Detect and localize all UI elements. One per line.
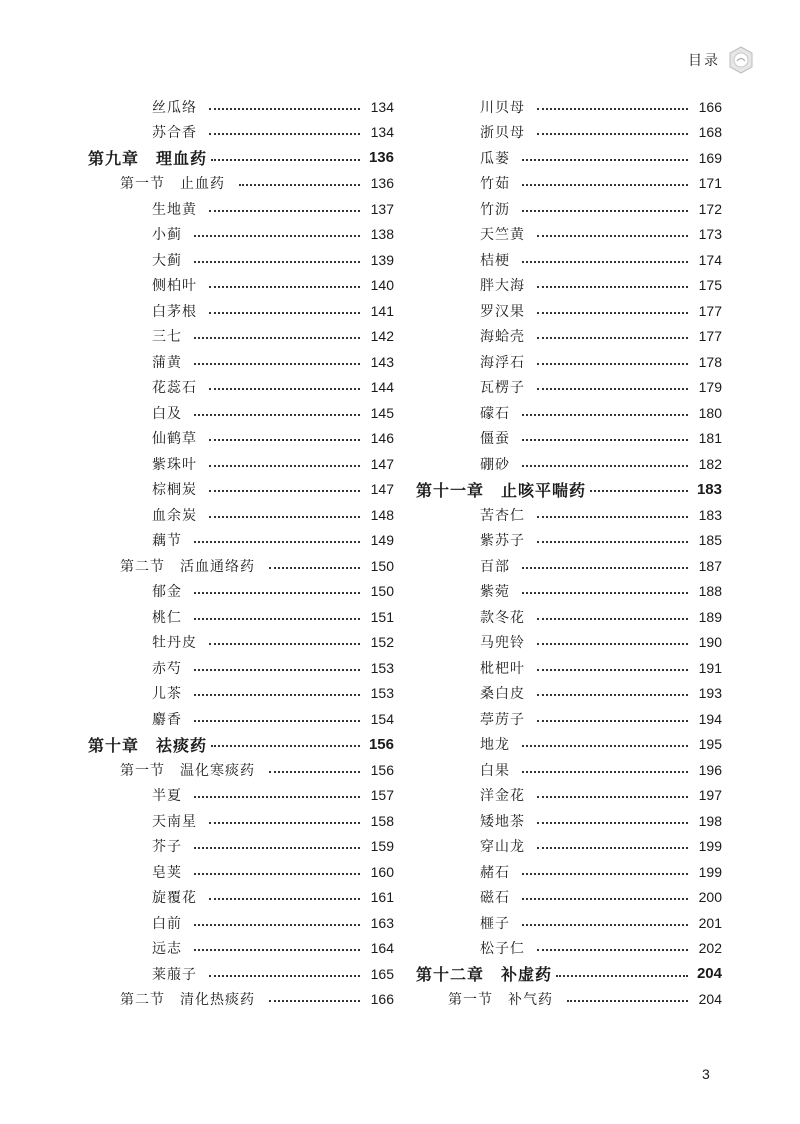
toc-chapter-entry[interactable] [88,145,394,171]
dot-leader [194,592,360,594]
toc-item-entry[interactable] [88,783,394,809]
toc-entry-title: 洋金花 [480,788,525,805]
toc-entry-page: 142 [370,328,394,345]
toc-entry-title: 紫苏子 [480,533,525,550]
toc-item-entry[interactable] [88,324,394,350]
toc-entry-page: 172 [698,200,722,217]
toc-entry-title: 棕榈炭 [152,482,197,499]
toc-entry-title: 旋覆花 [152,890,197,907]
dot-leader [522,592,688,594]
toc-entry-page: 201 [698,914,722,931]
dot-leader [537,541,688,543]
dot-leader [269,567,360,569]
dot-leader [194,261,360,263]
toc-item-entry[interactable] [416,426,722,452]
toc-entry-title: 枇杷叶 [480,660,525,677]
toc-entry-page: 150 [370,557,394,574]
dot-leader [209,439,360,441]
toc-item-entry[interactable] [88,859,394,885]
toc-item-entry[interactable] [416,400,722,426]
toc-item-entry[interactable] [416,885,722,911]
dot-leader [209,133,360,135]
toc-entry-page: 179 [698,379,722,396]
dot-leader [194,669,360,671]
toc-entry-title: 白及 [152,405,182,422]
toc-entry-title: 小蓟 [152,227,182,244]
toc-entry-title: 大蓟 [152,252,182,269]
toc-item-entry[interactable] [416,451,722,477]
toc-item-entry[interactable] [416,324,722,350]
dot-leader [537,618,688,620]
dot-leader [269,1000,360,1002]
dot-leader [537,337,688,339]
dot-leader [209,465,360,467]
toc-entry-title: 白前 [152,915,182,932]
toc-entry-page: 147 [370,455,394,472]
toc-entry-title: 生地黄 [152,201,197,218]
toc-entry-page: 158 [370,812,394,829]
toc-entry-title: 榧子 [480,915,510,932]
dot-leader [537,235,688,237]
dot-leader [537,133,688,135]
toc-entry-title: 第一节 止血药 [120,176,225,193]
toc-item-entry[interactable] [416,171,722,197]
dot-leader [209,312,360,314]
toc-entry-title: 三七 [152,329,182,346]
toc-entry-page: 139 [370,251,394,268]
toc-entry-page: 134 [370,98,394,115]
toc-item-entry[interactable] [88,502,394,528]
toc-entry-page: 149 [370,532,394,549]
dot-leader [239,184,360,186]
toc-item-entry[interactable] [416,349,722,375]
toc-entry-title: 百部 [480,558,510,575]
toc-entry-page: 197 [698,787,722,804]
toc-entry-page: 189 [698,608,722,625]
toc-entry-title: 赤芍 [152,660,182,677]
toc-item-entry[interactable] [88,706,394,732]
dot-leader [522,159,688,161]
toc-entry-title: 远志 [152,941,182,958]
toc-entry-page: 195 [698,736,722,753]
toc-entry-page: 165 [370,965,394,982]
toc-entry-page: 159 [370,838,394,855]
toc-item-entry[interactable] [416,706,722,732]
dot-leader [522,439,688,441]
toc-entry-title: 侧柏叶 [152,278,197,295]
toc-section-entry[interactable] [88,987,394,1013]
toc-entry-title: 浙贝母 [480,125,525,142]
toc-item-entry[interactable] [416,655,722,681]
dot-leader [194,414,360,416]
toc-entry-page: 199 [698,838,722,855]
dot-leader [522,567,688,569]
toc-entry-title: 竹茹 [480,176,510,193]
toc-item-entry[interactable] [88,222,394,248]
toc-item-entry[interactable] [416,375,722,401]
toc-item-entry[interactable] [88,936,394,962]
dot-leader [522,898,688,900]
dot-leader [522,924,688,926]
toc-entry-title: 僵蚕 [480,431,510,448]
dot-leader [209,975,360,977]
toc-item-entry[interactable] [416,859,722,885]
toc-entry-title: 瓜蒌 [480,150,510,167]
toc-entry-page: 196 [698,761,722,778]
toc-item-entry[interactable] [88,120,394,146]
toc-item-entry[interactable] [88,885,394,911]
dot-leader [209,108,360,110]
toc-entry-page: 183 [698,506,722,523]
toc-entry-page: 140 [370,277,394,294]
dot-leader [537,694,688,696]
dot-leader [522,210,688,212]
toc-entry-title: 天竺黄 [480,227,525,244]
toc-entry-title: 天南星 [152,813,197,830]
toc-item-entry[interactable] [416,528,722,554]
toc-entry-page: 177 [698,328,722,345]
toc-entry-page: 177 [698,302,722,319]
toc-entry-title: 桔梗 [480,252,510,269]
dot-leader [522,873,688,875]
toc-entry-title: 竹沥 [480,201,510,218]
toc-entry-title: 第一节 温化寒痰药 [120,762,255,779]
toc-item-entry[interactable] [88,451,394,477]
toc-entry-page: 188 [698,583,722,600]
toc-item-entry[interactable] [88,528,394,554]
toc-entry-page: 153 [370,685,394,702]
toc-entry-page: 191 [698,659,722,676]
dot-leader [522,771,688,773]
toc-entry-title: 白茅根 [152,303,197,320]
toc-right-column [416,94,722,1012]
toc-chapter-entry[interactable] [416,961,722,987]
toc-item-entry[interactable] [416,681,722,707]
dot-leader [537,669,688,671]
toc-entry-title: 苏合香 [152,125,197,142]
toc-entry-title: 款冬花 [480,609,525,626]
dot-leader [209,516,360,518]
toc-item-entry[interactable] [416,145,722,171]
toc-entry-title: 麝香 [152,711,182,728]
toc-item-entry[interactable] [416,910,722,936]
toc-item-entry[interactable] [416,834,722,860]
toc-item-entry[interactable] [88,579,394,605]
dot-leader [537,363,688,365]
dot-leader [537,643,688,645]
toc-entry-page: 204 [698,991,722,1008]
toc-entry-title: 第十一章 止咳平喘药 [416,480,587,500]
toc-entry-page: 151 [370,608,394,625]
toc-section-entry[interactable] [88,553,394,579]
toc-entry-page: 136 [368,149,394,167]
toc-item-entry[interactable] [416,936,722,962]
toc-section-entry[interactable] [88,171,394,197]
toc-entry-title: 松子仁 [480,941,525,958]
toc-entry-title: 罗汉果 [480,303,525,320]
toc-entry-title: 第十二章 补虚药 [416,965,553,985]
dot-leader [194,924,360,926]
toc-entry-page: 202 [698,940,722,957]
toc-entry-title: 葶苈子 [480,711,525,728]
toc-chapter-entry[interactable] [416,477,722,503]
dot-leader [522,184,688,186]
toc-entry-page: 134 [370,124,394,141]
toc-entry-page: 178 [698,353,722,370]
dot-leader [209,822,360,824]
toc-item-entry[interactable] [416,120,722,146]
toc-entry-title: 皂荚 [152,864,182,881]
toc-item-entry[interactable] [416,196,722,222]
dot-leader [194,720,360,722]
dot-leader [194,796,360,798]
toc-entry-title: 海浮石 [480,354,525,371]
toc-entry-title: 桃仁 [152,609,182,626]
dot-leader [522,414,688,416]
toc-item-entry[interactable] [416,579,722,605]
toc-entry-page: 183 [696,480,722,498]
toc-entry-title: 芥子 [152,839,182,856]
toc-item-entry[interactable] [88,630,394,656]
toc-entry-page: 174 [698,251,722,268]
toc-entry-title: 矮地茶 [480,813,525,830]
toc-item-entry[interactable] [416,604,722,630]
book-emblem-icon [728,46,754,74]
toc-entry-page: 145 [370,404,394,421]
toc-entry-title: 磁石 [480,890,510,907]
dot-leader [211,159,360,161]
toc-section-entry[interactable] [416,987,722,1013]
toc-entry-title: 第二节 清化热痰药 [120,992,255,1009]
toc-entry-title: 川贝母 [480,99,525,116]
toc-entry-page: 169 [698,149,722,166]
toc-entry-page: 187 [698,557,722,574]
toc-item-entry[interactable] [416,502,722,528]
toc-entry-title: 花蕊石 [152,380,197,397]
toc-entry-page: 161 [370,889,394,906]
dot-leader [209,898,360,900]
toc-entry-title: 儿茶 [152,686,182,703]
toc-entry-title: 郁金 [152,584,182,601]
toc-entry-title: 第十章 祛痰药 [88,735,208,755]
toc-entry-title: 桑白皮 [480,686,525,703]
dot-leader [537,286,688,288]
toc-item-entry[interactable] [416,273,722,299]
dot-leader [209,490,360,492]
toc-item-entry[interactable] [416,298,722,324]
toc-entry-title: 莱菔子 [152,966,197,983]
toc-entry-page: 152 [370,634,394,651]
toc-entry-page: 164 [370,940,394,957]
toc-entry-page: 193 [698,685,722,702]
dot-leader [194,363,360,365]
dot-leader [590,490,688,492]
page-number: 3 [702,1066,710,1082]
dot-leader [522,465,688,467]
toc-entry-page: 180 [698,404,722,421]
toc-entry-title: 第九章 理血药 [88,149,208,169]
toc-entry-title: 紫珠叶 [152,456,197,473]
toc-item-entry[interactable] [416,783,722,809]
toc-entry-page: 136 [370,175,394,192]
toc-entry-page: 156 [370,761,394,778]
toc-entry-title: 马兜铃 [480,635,525,652]
toc-entry-page: 194 [698,710,722,727]
toc-item-entry[interactable] [88,961,394,987]
dot-leader [522,745,688,747]
toc-entry-page: 153 [370,659,394,676]
dot-leader [537,388,688,390]
dot-leader [194,694,360,696]
toc-item-entry[interactable] [88,298,394,324]
toc-item-entry[interactable] [88,375,394,401]
toc-item-entry[interactable] [88,834,394,860]
toc-entry-title: 藕节 [152,533,182,550]
dot-leader [194,949,360,951]
dot-leader [269,771,360,773]
toc-entry-page: 160 [370,863,394,880]
toc-entry-title: 牡丹皮 [152,635,197,652]
toc-item-entry[interactable] [416,553,722,579]
toc-item-entry[interactable] [416,757,722,783]
toc-entry-page: 198 [698,812,722,829]
dot-leader [537,108,688,110]
toc-item-entry[interactable] [416,222,722,248]
toc-item-entry[interactable] [88,247,394,273]
toc-entry-title: 苦杏仁 [480,507,525,524]
toc-entry-page: 147 [370,481,394,498]
toc-entry-title: 蒲黄 [152,354,182,371]
dot-leader [537,312,688,314]
dot-leader [209,643,360,645]
dot-leader [194,337,360,339]
dot-leader [537,949,688,951]
dot-leader [194,235,360,237]
toc-entry-page: 141 [370,302,394,319]
toc-entry-page: 182 [698,455,722,472]
toc-item-entry[interactable] [416,94,722,120]
toc-entry-title: 半夏 [152,788,182,805]
dot-leader [567,1000,688,1002]
toc-entry-title: 第一节 补气药 [448,992,553,1009]
toc-entry-page: 156 [368,735,394,753]
dot-leader [194,618,360,620]
toc-item-entry[interactable] [88,655,394,681]
toc-entry-page: 168 [698,124,722,141]
dot-leader [537,516,688,518]
toc-item-entry[interactable] [88,400,394,426]
toc-entry-page: 143 [370,353,394,370]
toc-entry-page: 200 [698,889,722,906]
toc-entry-page: 204 [696,965,722,983]
toc-entry-title: 地龙 [480,737,510,754]
toc-entry-title: 胖大海 [480,278,525,295]
toc-entry-page: 166 [698,98,722,115]
toc-item-entry[interactable] [88,681,394,707]
page-header [688,46,754,74]
toc-entry-title: 赭石 [480,864,510,881]
toc-entry-page: 150 [370,583,394,600]
toc-entry-page: 171 [698,175,722,192]
toc-entry-page: 166 [370,991,394,1008]
toc-entry-page: 148 [370,506,394,523]
toc-item-entry[interactable] [88,349,394,375]
toc-section-entry[interactable] [88,757,394,783]
toc-item-entry[interactable] [416,732,722,758]
toc-entry-page: 185 [698,532,722,549]
toc-entry-page: 138 [370,226,394,243]
toc-chapter-entry[interactable] [88,732,394,758]
toc-entry-title: 血余炭 [152,507,197,524]
toc-left-column [88,94,394,1012]
toc-entry-page: 175 [698,277,722,294]
toc-item-entry[interactable] [88,477,394,503]
dot-leader [537,847,688,849]
toc-entry-page: 190 [698,634,722,651]
toc-item-entry[interactable] [88,910,394,936]
toc-item-entry[interactable] [88,808,394,834]
toc-entry-title: 瓦楞子 [480,380,525,397]
dot-leader [194,847,360,849]
toc-entry-title: 仙鹤草 [152,431,197,448]
dot-leader [537,822,688,824]
dot-leader [194,541,360,543]
toc-entry-page: 199 [698,863,722,880]
toc-item-entry[interactable] [88,94,394,120]
dot-leader [537,720,688,722]
dot-leader [194,873,360,875]
dot-leader [211,745,360,747]
toc-entry-page: 144 [370,379,394,396]
toc-entry-title: 白果 [480,762,510,779]
header-title: 目录 [688,53,720,69]
toc-entry-title: 海蛤壳 [480,329,525,346]
toc-entry-title: 丝瓜络 [152,99,197,116]
toc-entry-page: 157 [370,787,394,804]
toc-item-entry[interactable] [88,273,394,299]
toc-entry-page: 163 [370,914,394,931]
toc-entry-page: 181 [698,430,722,447]
toc-entry-page: 146 [370,430,394,447]
dot-leader [209,388,360,390]
toc-entry-page: 137 [370,200,394,217]
toc-entry-title: 紫菀 [480,584,510,601]
toc-item-entry[interactable] [416,247,722,273]
toc-entry-title: 硼砂 [480,456,510,473]
dot-leader [556,975,688,977]
toc-entry-page: 154 [370,710,394,727]
toc-item-entry[interactable] [88,196,394,222]
dot-leader [209,210,360,212]
toc-item-entry[interactable] [88,604,394,630]
toc-item-entry[interactable] [416,808,722,834]
dot-leader [522,261,688,263]
toc-item-entry[interactable] [416,630,722,656]
toc-entry-page: 173 [698,226,722,243]
toc-entry-title: 礞石 [480,405,510,422]
toc-entry-title: 第二节 活血通络药 [120,558,255,575]
toc-entry-title: 穿山龙 [480,839,525,856]
toc-item-entry[interactable] [88,426,394,452]
dot-leader [537,796,688,798]
dot-leader [209,286,360,288]
